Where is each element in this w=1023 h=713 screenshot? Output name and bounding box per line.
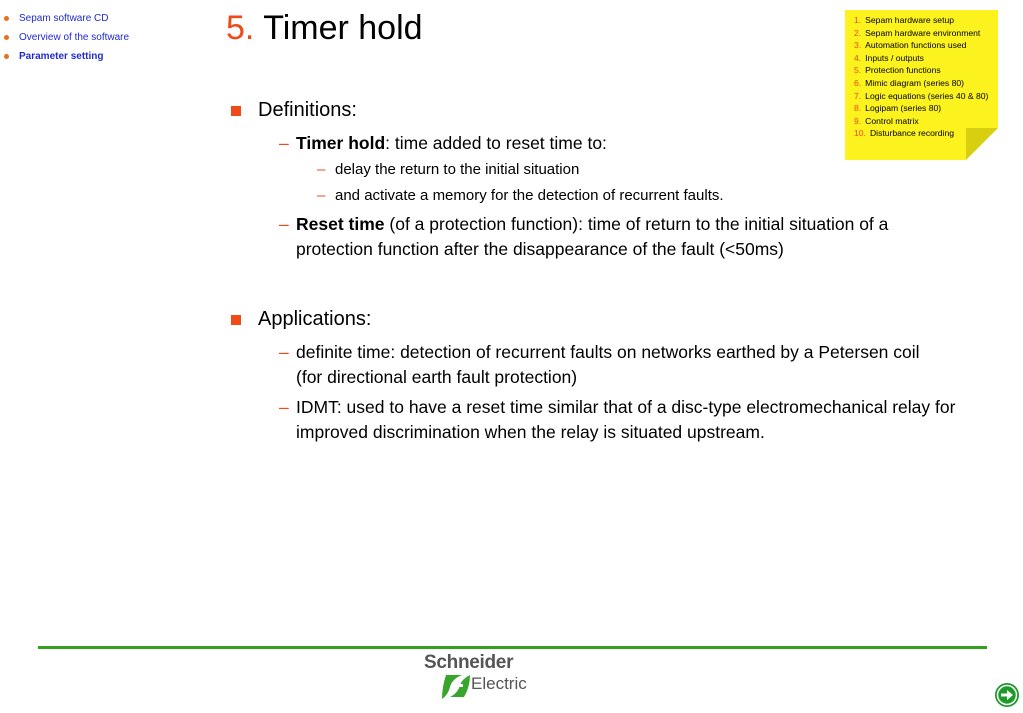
toc-item[interactable]: 6. Mimic diagram (series 80) — [854, 77, 965, 88]
toc-item[interactable]: 5. Protection functions — [854, 65, 941, 76]
toc-item[interactable]: 3. Automation functions used — [854, 40, 967, 51]
toc-item[interactable]: 9. Control matrix — [854, 115, 919, 126]
toc-item[interactable]: 8. Logipam (series 80) — [854, 103, 942, 114]
arrow-right-circle-icon — [994, 682, 1022, 708]
toc-item[interactable]: 4. Inputs / outputs — [854, 52, 924, 63]
square-bullet-icon — [231, 106, 241, 116]
square-bullet-icon — [231, 315, 241, 325]
toc-item[interactable]: 1. Sepam hardware setup — [854, 15, 955, 25]
definitions-heading: Definitions: — [228, 98, 948, 123]
left-nav — [4, 9, 129, 66]
timer-hold-sub-item: – and activate a memory for the detection of recurrent faults. — [228, 183, 948, 208]
footer-divider — [38, 646, 987, 649]
dash-bullet-icon: – — [279, 397, 289, 417]
nav-item-label: Sepam software CD — [19, 13, 109, 24]
slide-body — [228, 98, 956, 445]
application-item: – IDMT: used to have a reset time similar that of a disc-type electromechanical relay for improved discrimination when the relay is situated upstream. — [279, 397, 956, 442]
title-number: 5. — [226, 9, 255, 47]
application-item: – definite time: detection of recurrent faults on networks earthed by a Petersen coil (for directional earth fault protection) — [279, 342, 920, 387]
page-title — [226, 8, 423, 48]
nav-item-label: Parameter setting — [19, 51, 104, 62]
toc-item[interactable]: 2. Sepam hardware environment — [854, 27, 981, 38]
dash-bullet-icon: – — [317, 161, 326, 178]
bullet-icon — [4, 16, 9, 21]
nav-item-label: Overview of the software — [19, 32, 130, 43]
nav-item-overview[interactable] — [4, 28, 129, 47]
dash-bullet-icon: – — [279, 342, 289, 362]
bullet-icon — [4, 54, 9, 59]
nav-item-parameter-setting[interactable] — [4, 47, 129, 66]
next-slide-button[interactable] — [994, 682, 1022, 708]
bullet-icon — [4, 35, 9, 40]
schneider-electric-logo: Schneider Electric — [420, 652, 540, 702]
title-text: Timer hold — [263, 9, 423, 47]
nav-item-sepam-software-cd[interactable] — [4, 9, 129, 28]
timer-hold-definition: – Timer hold: time added to reset time to: — [228, 131, 948, 156]
toc-item[interactable]: 10. Disturbance recording — [854, 128, 955, 139]
reset-time-definition: – Reset time (of a protection function): time of return to the initial situation of a protection function after the disappearance of the fault (<50ms) — [279, 214, 889, 259]
toc-item[interactable]: 7. Logic equations (series 40 & 80) — [854, 90, 989, 101]
dash-bullet-icon: – — [279, 214, 289, 234]
schneider-logo-mark-icon — [440, 673, 472, 701]
dash-bullet-icon: – — [317, 187, 326, 204]
timer-hold-sub-item: – delay the return to the initial situation — [228, 157, 948, 182]
page-curl-icon — [966, 128, 998, 160]
dash-bullet-icon: – — [279, 133, 289, 153]
applications-heading: Applications: — [228, 307, 948, 332]
